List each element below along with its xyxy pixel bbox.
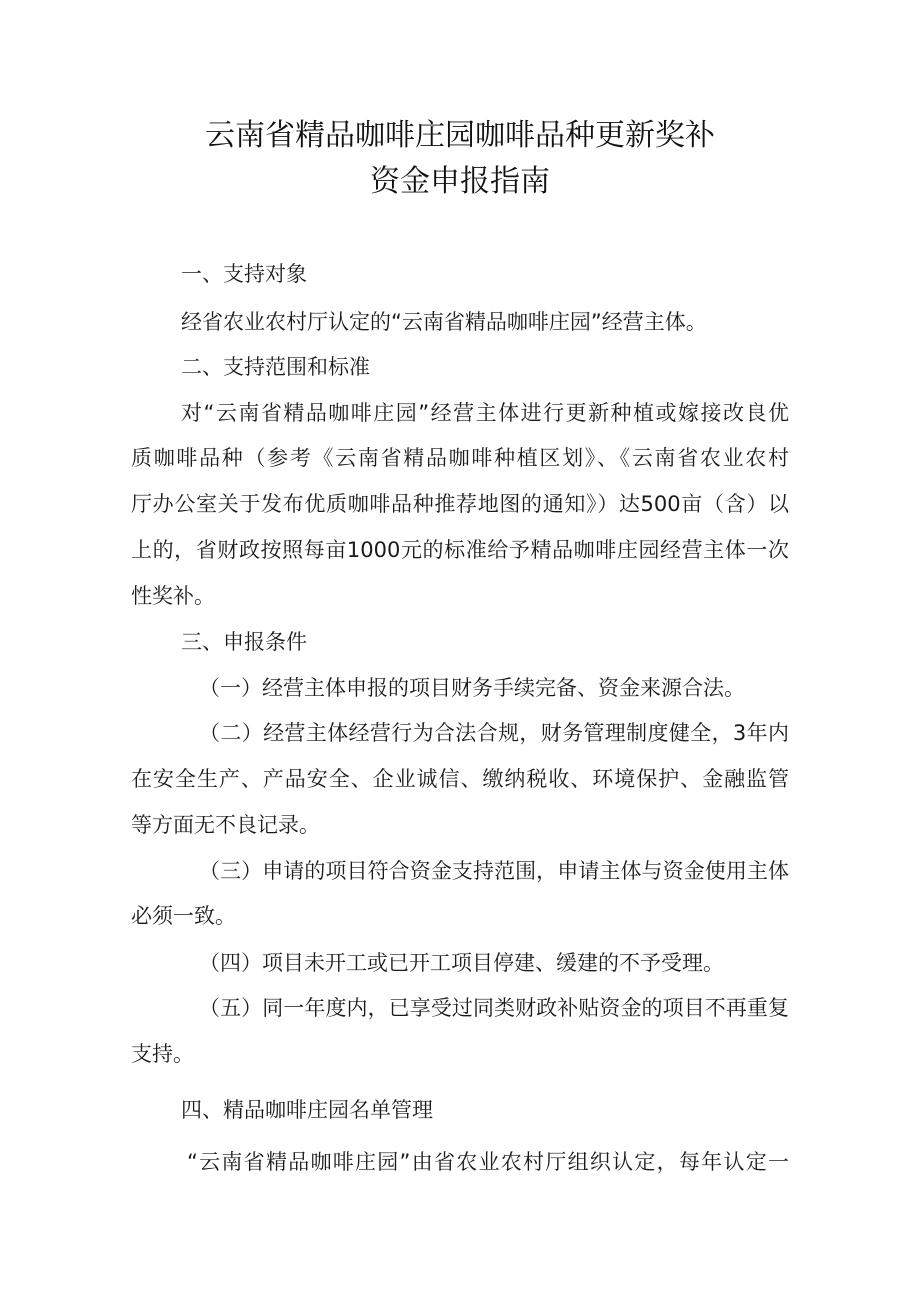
- condition-item-4: （四）项目未开工或已开工项目停建、缓建的不予受理。: [199, 951, 724, 975]
- condition-item-3-line-2: 必须一致。: [131, 904, 236, 928]
- condition-item-1: （一）经营主体申报的项目财务手续完备、资金来源合法。: [199, 676, 745, 700]
- section-2-line-3: 厅办公室关于发布优质咖啡品种推荐地图的通知》）达500亩（含）以: [131, 492, 789, 516]
- condition-item-2-line-2: 在安全生产、产品安全、企业诚信、缴纳税收、环境保护、金融监管: [131, 767, 789, 791]
- condition-item-2-line-1: （二）经营主体经营行为合法合规，财务管理制度健全，3年内: [199, 721, 789, 745]
- section-2-line-5: 性奖补。: [131, 584, 215, 608]
- section-2-line-2: 质咖啡品种（参考《云南省精品咖啡种植区划》、《云南省农业农村: [131, 446, 789, 470]
- section-2-line-1: 对“云南省精品咖啡庄园”经营主体进行更新种植或嫁接改良优: [181, 401, 789, 425]
- section-3-heading: 三、申报条件: [181, 630, 307, 654]
- section-1-text: 经省农业农村厅认定的“云南省精品咖啡庄园”经营主体。: [181, 310, 707, 334]
- condition-item-2-line-3: 等方面无不良记录。: [131, 813, 320, 837]
- section-2-line-4: 上的，省财政按照每亩1000元的标准给予精品咖啡庄园经营主体一次: [131, 538, 789, 562]
- document-title-line-2: 资金申报指南: [370, 164, 550, 199]
- section-4-line-1: “云南省精品咖啡庄园”由省农业农村厅组织认定，每年认定一: [187, 1150, 789, 1174]
- section-2-heading: 二、支持范围和标准: [181, 355, 370, 379]
- section-4-heading: 四、精品咖啡庄园名单管理: [181, 1098, 433, 1122]
- document-title-line-1: 云南省精品咖啡庄园咖啡品种更新奖补: [205, 118, 715, 153]
- section-1-heading: 一、支持对象: [181, 262, 307, 286]
- condition-item-5-line-2: 支持。: [131, 1042, 194, 1066]
- condition-item-3-line-1: （三）申请的项目符合资金支持范围，申请主体与资金使用主体: [199, 859, 789, 883]
- condition-item-5-line-1: （五）同一年度内，已享受过同类财政补贴资金的项目不再重复: [199, 996, 789, 1020]
